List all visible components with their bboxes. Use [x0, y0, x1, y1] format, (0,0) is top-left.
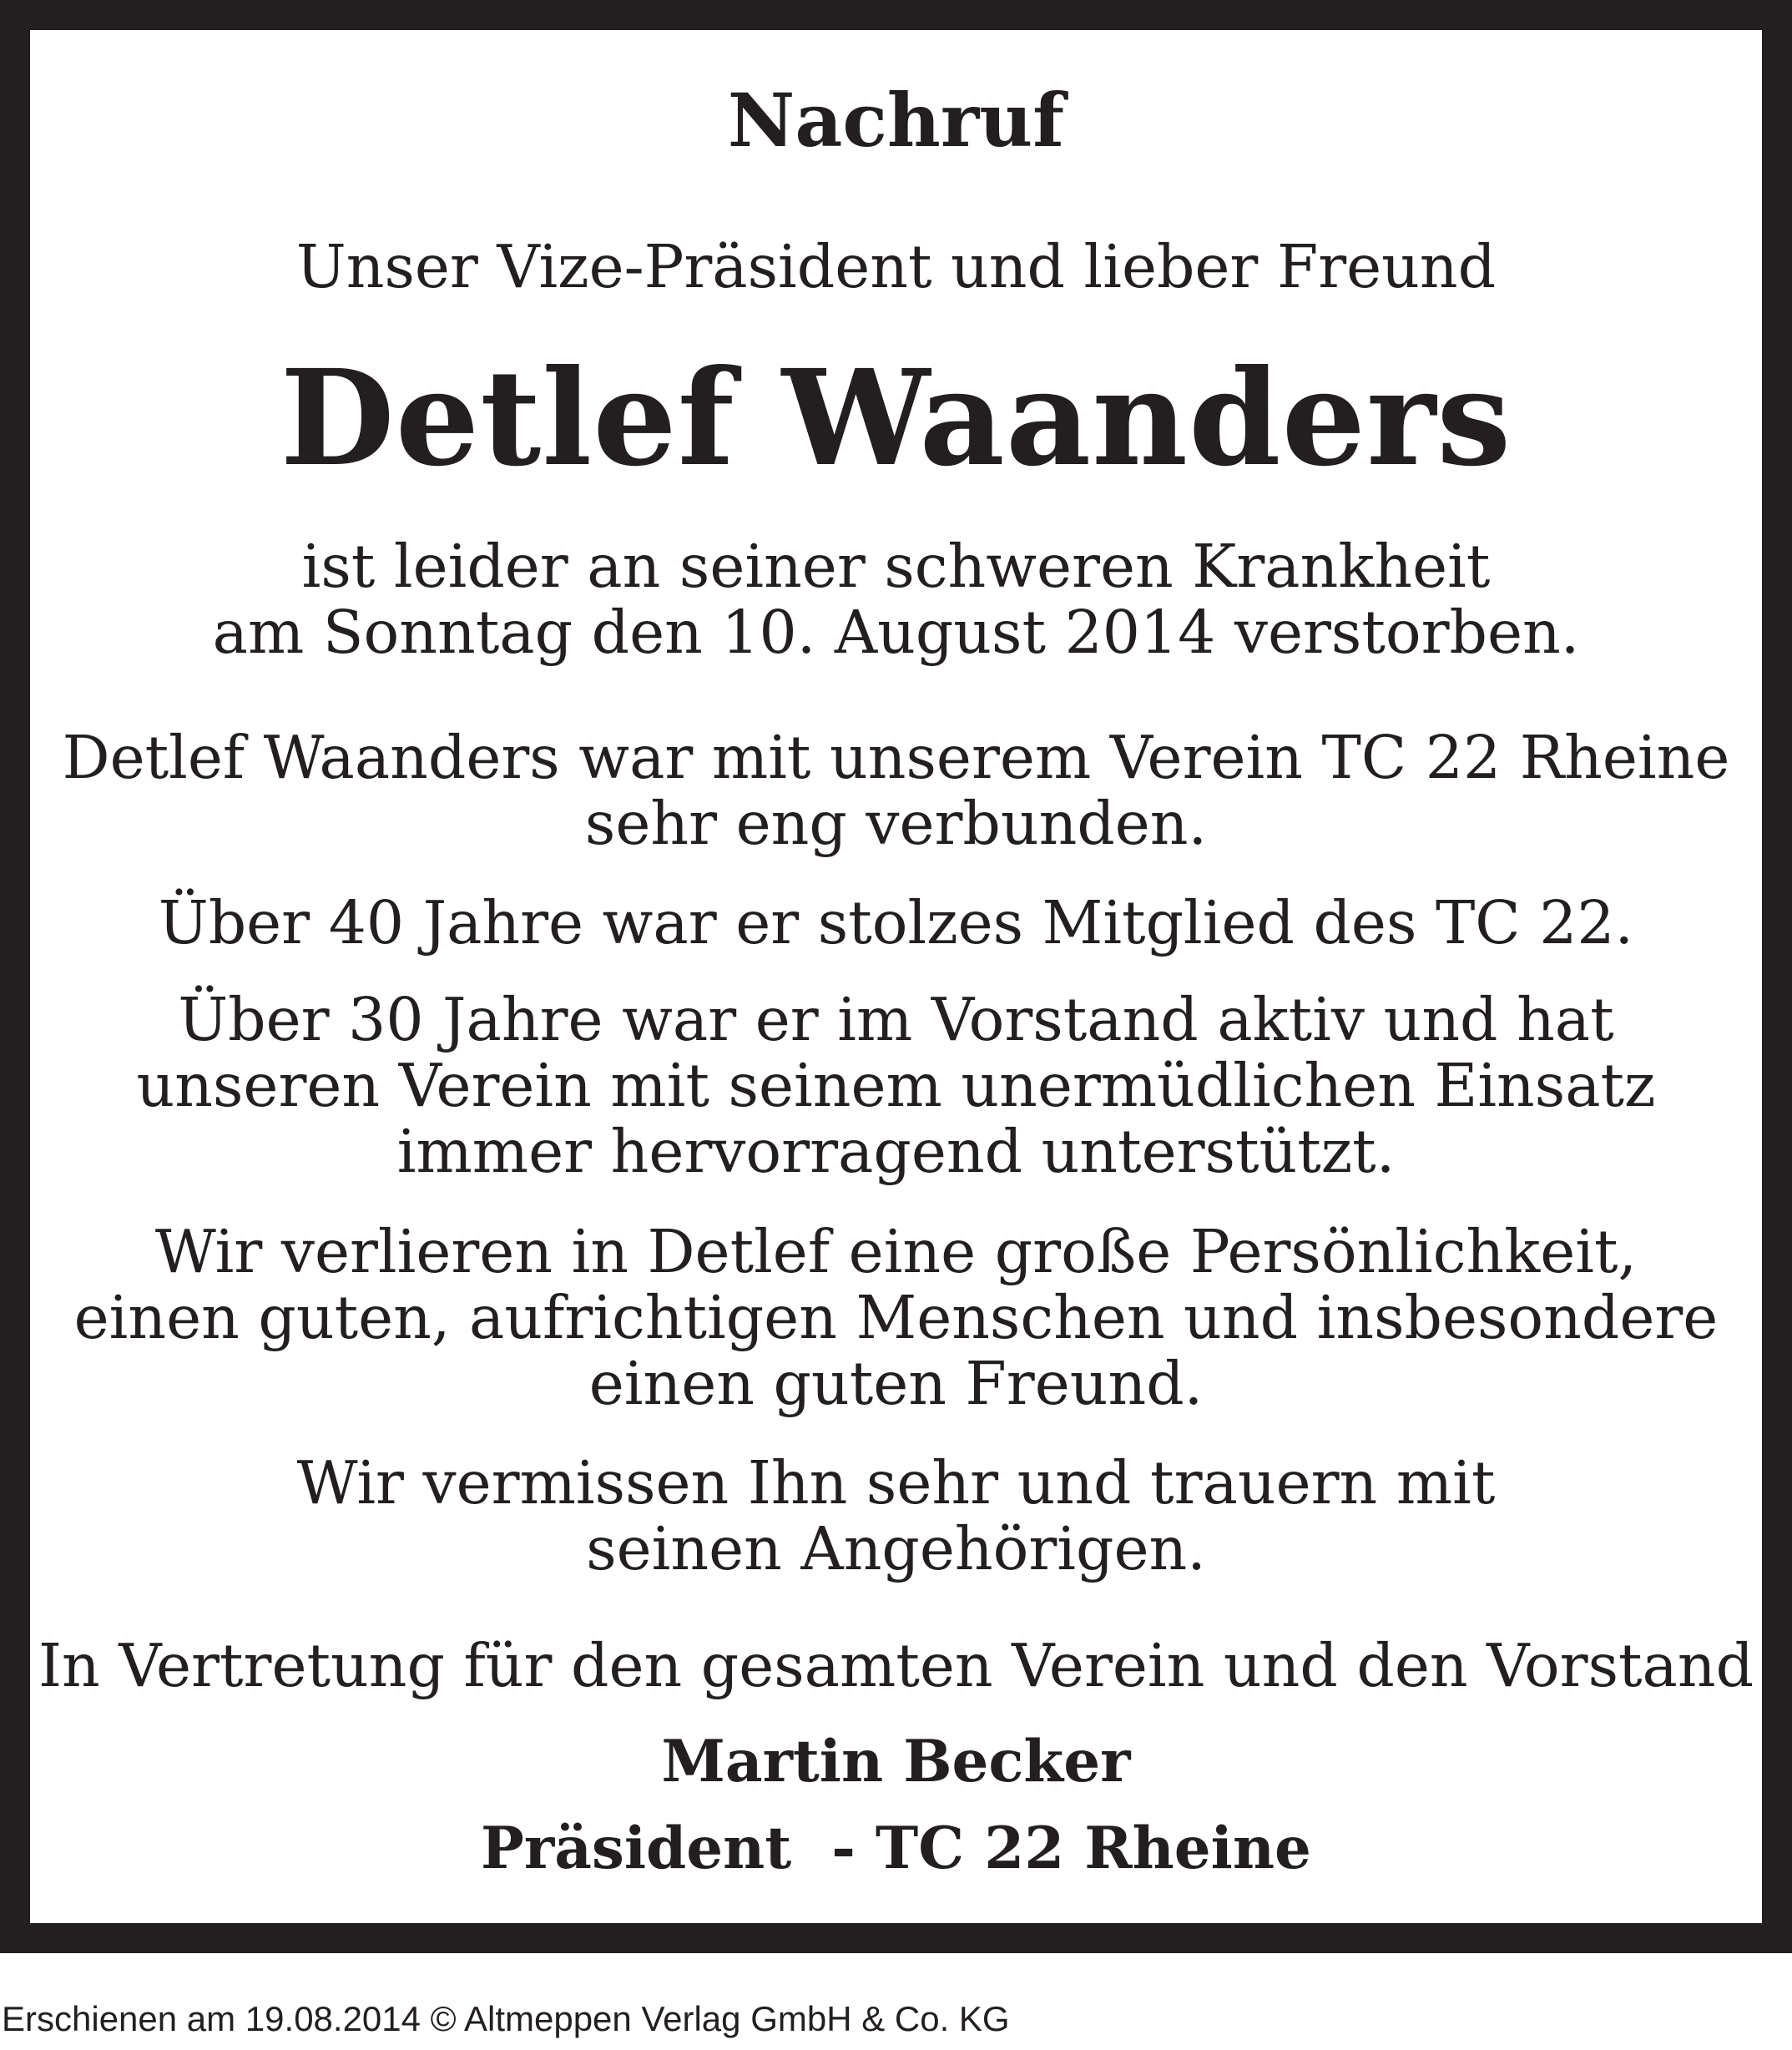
paragraph-line: immer hervorragend unterstützt. — [396, 1117, 1396, 1186]
paragraph-line: seinen Angehörigen. — [586, 1514, 1206, 1583]
paragraph-line: Detlef Waanders war mit unserem Verein TC 22 Rheine — [62, 723, 1730, 792]
signatory-role: Präsident - TC 22 Rheine — [481, 1815, 1311, 1882]
obituary-notice — [30, 30, 1762, 1923]
paragraph-line: einen guten Freund. — [588, 1349, 1204, 1418]
death-line: ist leider an seiner schweren Krankheit — [301, 532, 1491, 601]
paragraph-line: Über 30 Jahre war er im Vorstand aktiv und hat — [178, 985, 1614, 1054]
notice-intro: Unser Vize-Präsident und lieber Freund — [295, 232, 1497, 301]
death-line: am Sonntag den 10. August 2014 verstorben. — [212, 598, 1580, 667]
paragraph-line: einen guten, aufrichtigen Menschen und insbesondere — [73, 1283, 1719, 1352]
paragraph-line: Über 40 Jahre war er stolzes Mitglied des TC 22. — [158, 888, 1634, 957]
paragraph-line: Wir vermissen Ihn sehr und trauern mit — [296, 1448, 1496, 1517]
representation-line: In Vertretung für den gesamten Verein und den Vorstand — [38, 1631, 1754, 1700]
signatory-name: Martin Becker — [661, 1728, 1131, 1795]
publication-footer: Erschienen am 19.08.2014 © Altmeppen Verlag GmbH & Co. KG — [2, 1999, 1010, 2038]
paragraph-line: Wir verlieren in Detlef eine große Persönlichkeit, — [154, 1217, 1638, 1286]
paragraph-line: unseren Verein mit seinem unermüdlichen Einsatz — [136, 1051, 1656, 1120]
deceased-name: Detlef Waanders — [280, 341, 1512, 496]
paragraph-line: sehr eng verbunden. — [584, 789, 1208, 858]
notice-title: Nachruf — [727, 77, 1065, 164]
